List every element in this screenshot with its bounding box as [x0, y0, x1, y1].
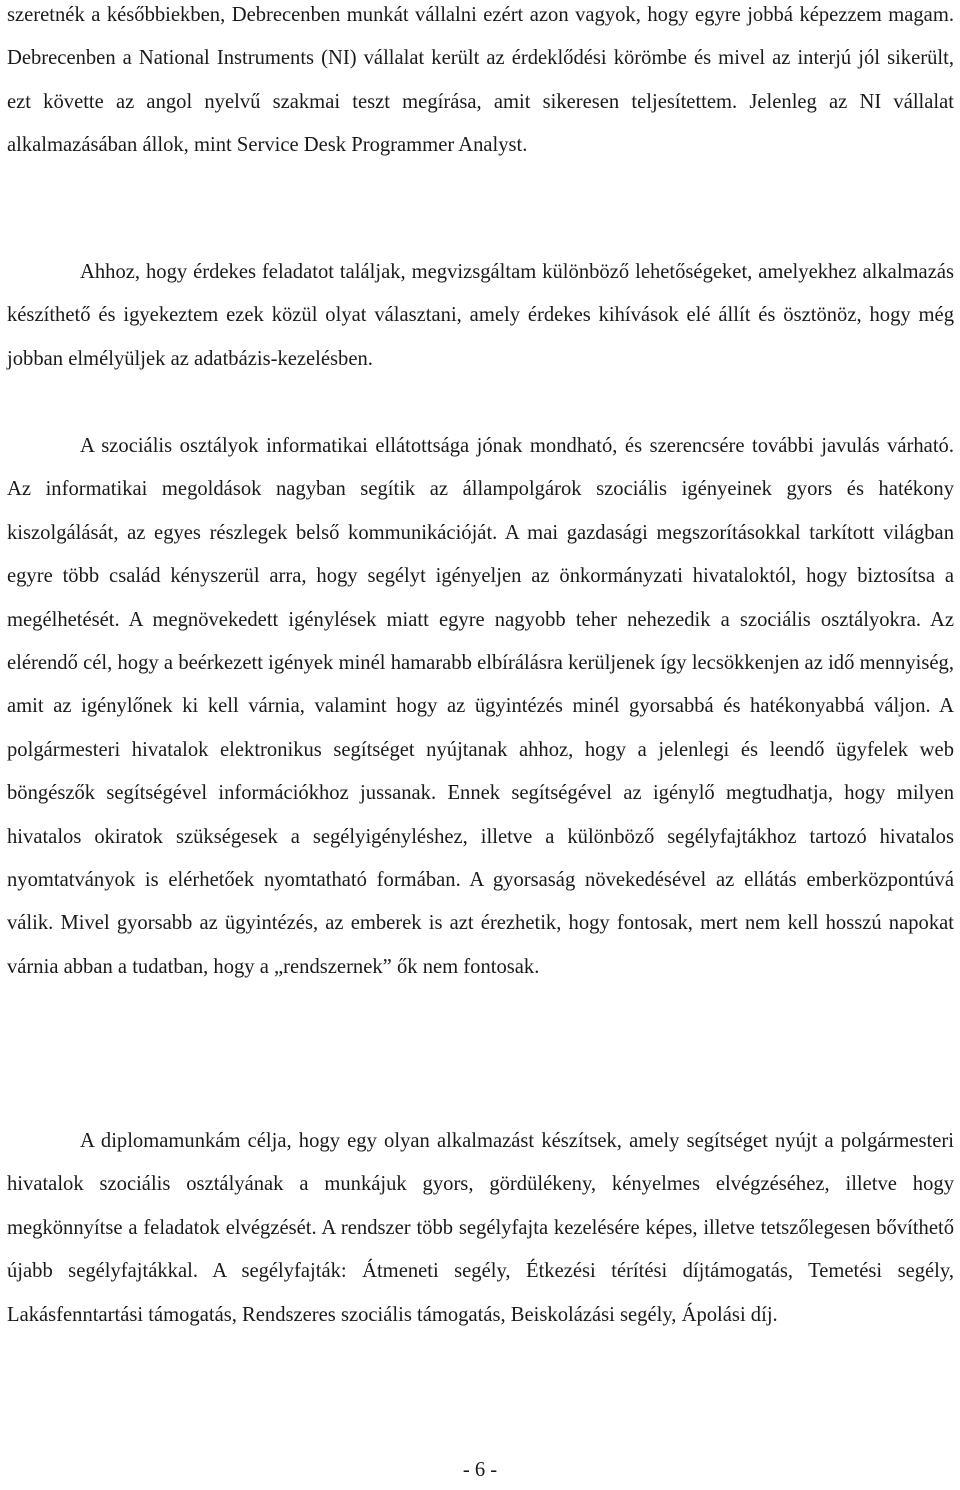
paragraph-social-departments: A szociális osztályok informatikai ellátottsága jónak mondható, és szerencsére további javulás várható. Az informatikai megoldások nagyban segítik az állampolgárok szociális igényeinek gyors és hatékony kiszolgálását, az egyes részlegek belső kommunikációját. A mai gazdasági megszorításokkal tarkított világban egyre több család kényszerül arra, hogy segélyt igényeljen az önkormányzati hivataloktól, hogy biztosítsa a megélhetését. A megnövekedett igénylések miatt egyre nagyobb teher nehezedik a szociális osztályokra. Az elérendő cél, hogy a beérkezett igények minél hamarabb elbírálásra kerüljenek így lecsökkenjen az idő mennyiség, amit az igénylőnek ki kell várnia, valamint hogy az ügyintézés minél gyorsabbá és hatékonyabbá váljon. A polgármesteri hivatalok elektronikus segítséget nyújtanak ahhoz, hogy a jelenlegi és leendő ügyfelek web böngészők segítségével információkhoz jussanak. Ennek segítségével az igénylő megtudhatja, hogy milyen hivatalos okiratok szükségesek a segélyigényléshez, illetve a különböző segélyfajtákhoz tartozó hivatalos nyomtatványok is elérhetőek nyomtatható formában. A gyorsaság növekedésével az ellátás emberközpontúvá válik. Mivel gyorsabb az ügyintézés, az emberek is azt érezhetik, hogy fontosak, mert nem kell hosszú napokat várnia abban a tudatban, hogy a „rendszernek” ők nem fontosak.: [7, 435, 954, 978]
paragraph-thesis-goal: A diplomamunkám célja, hogy egy olyan alkalmazást készítsek, amely segítséget nyújt a polgármesteri hivatalok szociális osztályának a munkájuk gyors, gördülékeny, kényelmes elvégzéséhez, illetve hogy megkönnyítse a feladatok elvégzését. A rendszer több segélyfajta kezelésére képes, illetve tetszőlegesen bővíthető újabb segélyfajtákkal. A segélyfajták: Átmeneti segély, Étkezési térítési díjtámogatás, Temetési segély, Lakásfenntartási támogatás, Rendszeres szociális támogatás, Beiskolázási segély, Ápolási díj.: [7, 1130, 954, 1326]
page-number: - 6 -: [462, 1459, 498, 1481]
paragraph-task-selection: Ahhoz, hogy érdekes feladatot találjak, megvizsgáltam különböző lehetőségeket, amelyekhez alkalmazás készíthető és igyekeztem ezek közül olyat választani, amely érdekes kihívások elé állít és ösztönöz, hogy még jobban elmélyüljek az adatbázis-kezelésben.: [7, 261, 954, 370]
paragraph-continuation: szeretnék a későbbiekben, Debrecenben munkát vállalni ezért azon vagyok, hogy egyre jobbá képezzem magam. Debrecenben a National Instruments (NI) vállalat került az érdeklődési körömbe és mivel az interjú jól sikerült, ezt követte az angol nyelvű szakmai teszt megírása, amit sikeresen teljesítettem. Jelenleg az NI vállalat alkalmazásában állok, mint Service Desk Programmer Analyst.: [7, 4, 954, 157]
